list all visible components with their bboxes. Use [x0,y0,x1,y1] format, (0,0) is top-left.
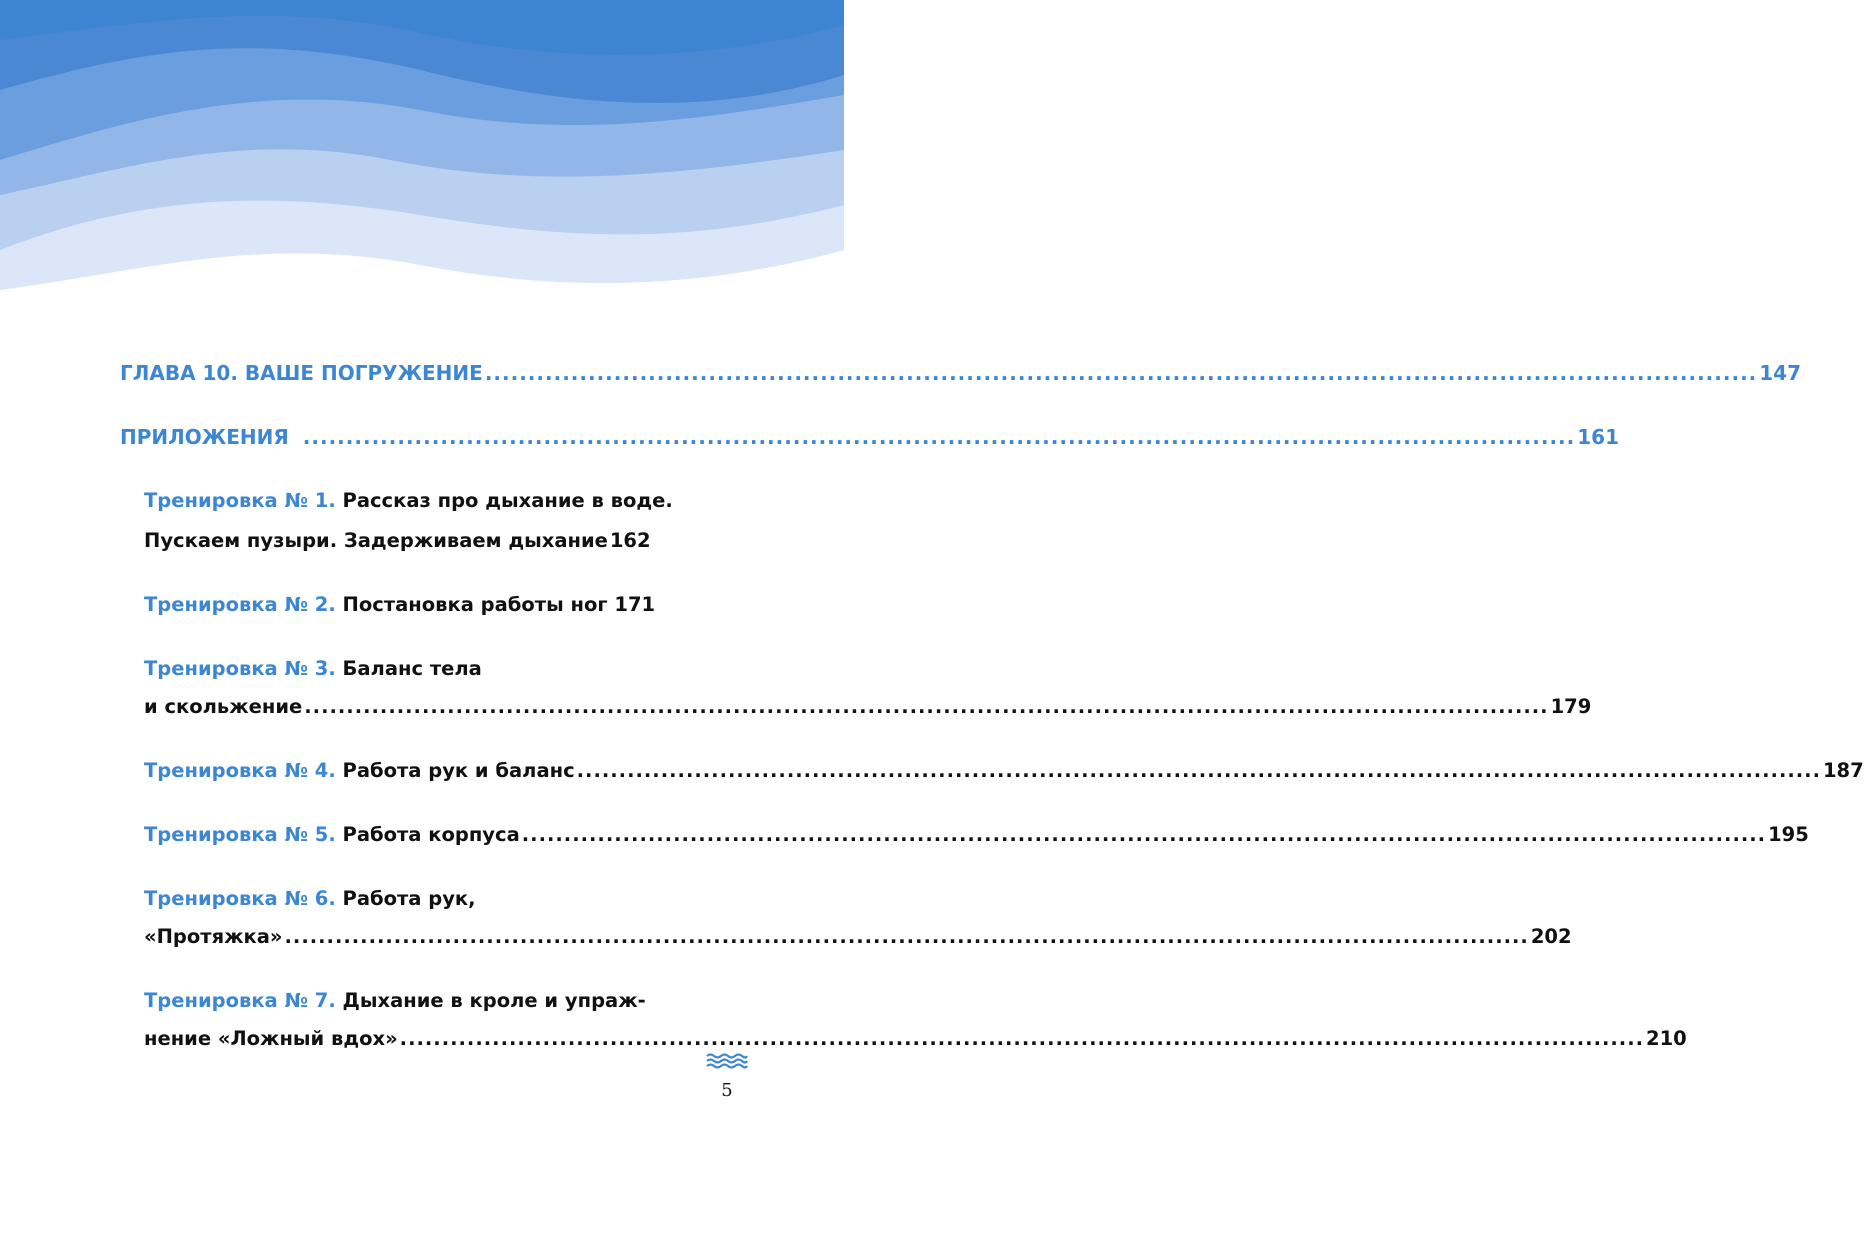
toc-entry-training-3[interactable] [144,654,644,684]
training-title: Работа рук и баланс [342,759,575,782]
training-label: Тренировка № 5. [144,823,336,846]
training-label: Тренировка № 6. [144,887,336,910]
training-label: Тренировка № 3. [144,657,336,680]
dot-leader [285,922,1529,952]
training-title: Работа рук, [342,887,476,910]
toc-entry-page: 202 [1530,925,1572,948]
toc-entry-training-1[interactable] [144,486,673,516]
dot-leader [303,422,1575,452]
toc-entry-page: 162 [609,529,651,552]
toc-entry-training-6[interactable] [144,884,644,914]
toc-entry-page: 210 [1646,1027,1687,1050]
toc-entry-page: 171 [614,593,656,616]
training-label: Тренировка № 1. [144,489,336,512]
dot-leader [304,692,1548,722]
toc-entry-page: 195 [1768,823,1809,846]
toc-entry-training-7-cont[interactable] [144,1024,1687,1054]
toc-entry-chapter-10[interactable] [120,358,1802,388]
page-number: 5 [721,1080,733,1101]
toc-entry-appendix[interactable] [120,422,1619,452]
training-title: Постановка работы ног [342,593,608,616]
dot-leader [485,358,1757,388]
dot-leader [400,1024,1644,1054]
toc-entry-title: ГЛАВА 10. ВАШЕ ПОГРУЖЕНИЕ [120,361,483,385]
toc-entry-page: 187 [1822,759,1864,782]
training-title-cont: и скольжение [144,695,303,718]
training-title: Баланс тела [342,657,482,680]
dot-leader [522,820,1766,850]
dot-leader [577,756,1821,786]
toc-entry-training-1-cont[interactable] [144,526,651,556]
toc-entry-page: 147 [1759,361,1802,385]
toc-entry-training-6-cont[interactable] [144,922,1572,952]
waves-icon [706,1052,748,1070]
training-title-cont: «Протяжка» [144,925,283,948]
toc-entry-title: ПРИЛОЖЕНИЯ [120,425,289,449]
training-title-cont: Пускаем пузыри. Задерживаем дыхание [144,529,608,552]
toc-entry-page: 179 [1550,695,1592,718]
toc-entry-training-7[interactable] [144,986,644,1016]
training-label: Тренировка № 7. [144,989,336,1012]
toc-entry-page: 161 [1577,425,1619,449]
training-label: Тренировка № 2. [144,593,336,616]
toc-entry-training-2[interactable] [144,590,656,620]
wave-banner [0,0,844,310]
training-label: Тренировка № 4. [144,759,336,782]
training-title: Рассказ про дыхание в воде. [342,489,673,512]
toc-entry-training-5[interactable] [144,820,1809,850]
training-title: Работа корпуса [342,823,520,846]
toc-entry-training-4[interactable] [144,756,1864,786]
training-title: Дыхание в кроле и упраж- [342,989,646,1012]
training-title-cont: нение «Ложный вдох» [144,1027,398,1050]
toc-entry-training-3-cont[interactable] [144,692,1592,722]
